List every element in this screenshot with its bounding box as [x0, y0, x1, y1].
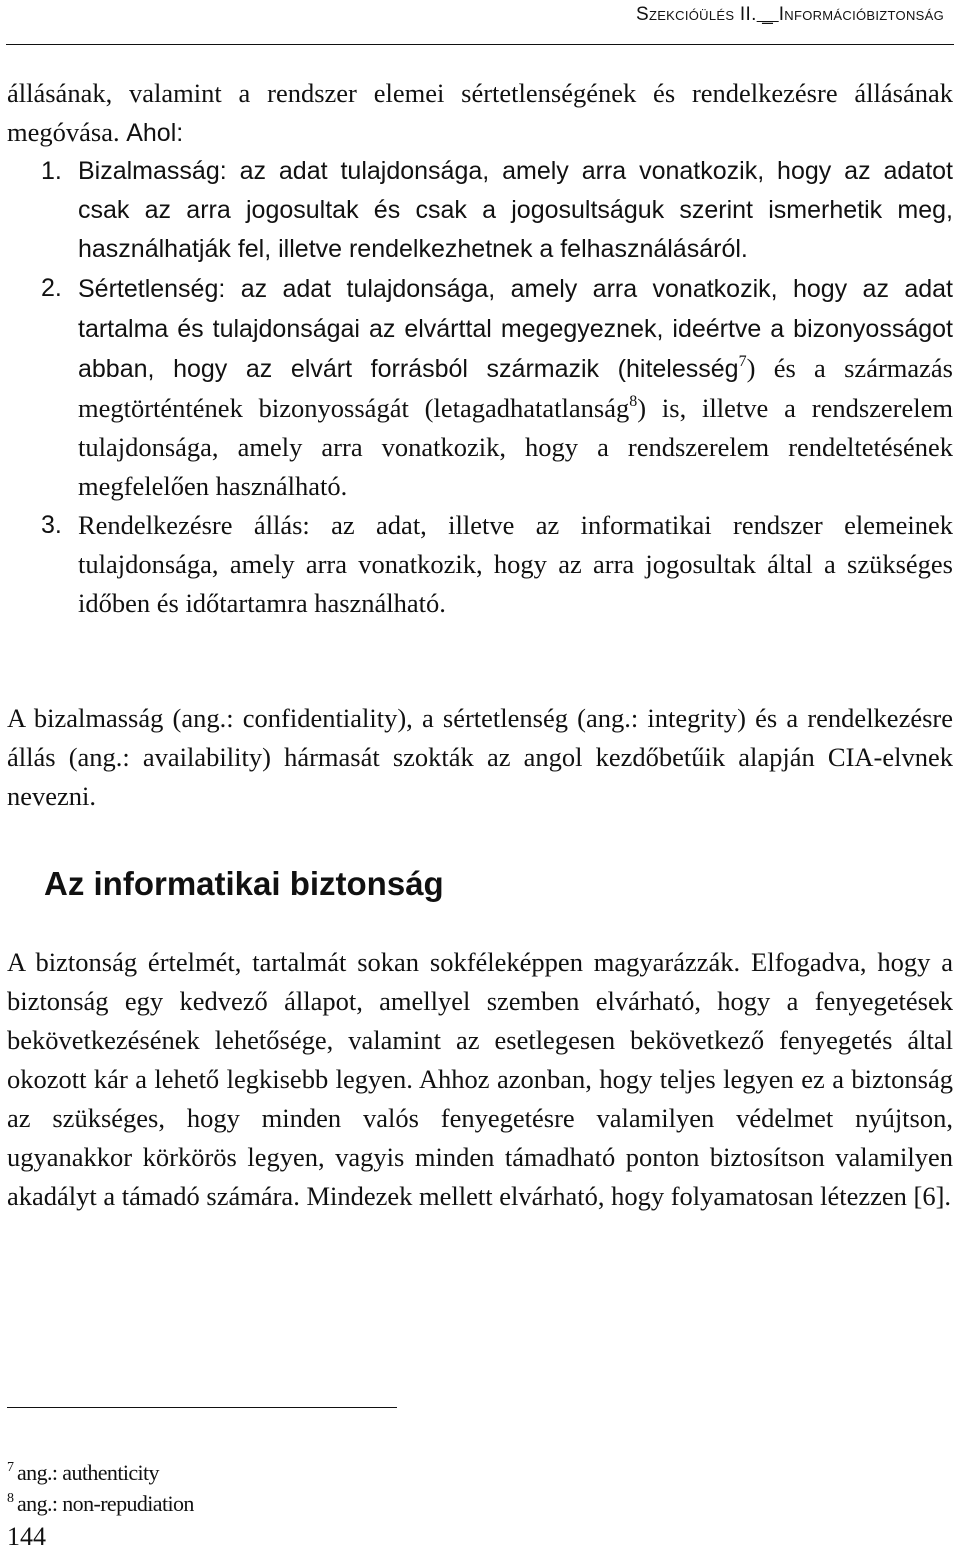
list-number: 2.: [41, 274, 62, 302]
footnote-7: [7, 1457, 194, 1488]
section-paragraph: A biztonság értelmét, tartalmát sokan sokféleképpen magyarázzák. Elfogadva, hogy a biztonság egy kedvező állapot, amellyel szemben elvárható, hogy a fenyegetések bekövetkezésének lehetősége, valamint az esetlegesen bekövetkező fenyegetés által okozott kár a lehető legkisebb legyen. Ahhoz azonban, hogy teljes legyen ez a biztonság az szükséges, hogy minden valós fenyegetésre valamilyen védelmet nyújtson, ugyanakkor körkörös legyen, vagyis minden támadható ponton biztosítson valamilyen akadályt a támadó számára. Mindezek mellett elvárható, hogy folyamatosan létezzen [6].: [7, 947, 953, 1211]
header-rule: [6, 44, 954, 45]
header-separator: _: [756, 4, 779, 25]
list-text-part: ) és a származás megtörténtének bizonyosságát (letagadhatatlanság: [78, 353, 953, 423]
footnote-mark: 8: [7, 1491, 14, 1506]
list-text-part: ) is, illetve a rendszerelem tulajdonsága, amely arra vonatkozik, hogy a rendszerelem rendeltetésének megfelelően használható.: [78, 393, 954, 501]
footnote-text: ang.: authenticity: [17, 1460, 159, 1485]
summary-paragraph: A bizalmasság (ang.: confidentiality), a sértetlenség (ang.: integrity) és a rendelkezésre állás (ang.: availability) hármasát szokták az angol kezdőbetűik alapján CIA-elvnek nevezni.: [7, 703, 953, 811]
intro-ahol: Ahol:: [126, 119, 184, 147]
list-text: Bizalmasság: az adat tulajdonsága, amely arra vonatkozik, hogy az adatot csak az arra jogosultak és csak a jogosultságuk szerint ismerhetik meg, használhatják fel, illetve rendelkezhetnek a felhasználásáról.: [78, 157, 953, 263]
page-number: 144: [7, 1522, 46, 1551]
footnote-rule: [7, 1407, 397, 1408]
list-item-integrity: [7, 269, 953, 506]
footnote-8: [7, 1488, 194, 1519]
footnote-ref-7: 7: [738, 353, 747, 370]
intro-paragraph: [7, 74, 953, 153]
list-number: 1.: [41, 157, 62, 185]
header-section: Szekcióülés II.: [636, 4, 757, 25]
footnote-text: ang.: non-repudiation: [17, 1491, 194, 1516]
list-text-part: Sértetlenség: az adat tulajdonsága, amely arra vonatkozik, hogy az adat tartalma és tulajdonságai az elvárttal megegyeznek, ideértve a bizonyosságot abban, hogy az elvárt forrásból származik (hitelesség: [78, 275, 953, 383]
footnotes: [7, 1457, 194, 1519]
section-heading: Az informatikai biztonság: [44, 865, 444, 902]
intro-text: állásának, valamint a rendszer elemei sértetlenségének és rendelkezésre állásának megóvása.: [7, 78, 953, 147]
definition-list: [7, 152, 953, 623]
list-item-availability: [7, 506, 953, 623]
list-item-confidentiality: [7, 152, 953, 269]
running-header: [636, 4, 944, 26]
list-number: 3.: [41, 511, 62, 539]
footnote-ref-8: 8: [629, 393, 638, 410]
header-topic: Információbiztonság: [778, 4, 944, 25]
footnote-mark: 7: [7, 1460, 14, 1475]
list-text: [78, 269, 953, 506]
list-text: Rendelkezésre állás: az adat, illetve az informatikai rendszer elemeinek tulajdonsága, amely arra vonatkozik, hogy az arra jogosultak által a szükséges időben és időtartamra használható.: [78, 510, 953, 618]
